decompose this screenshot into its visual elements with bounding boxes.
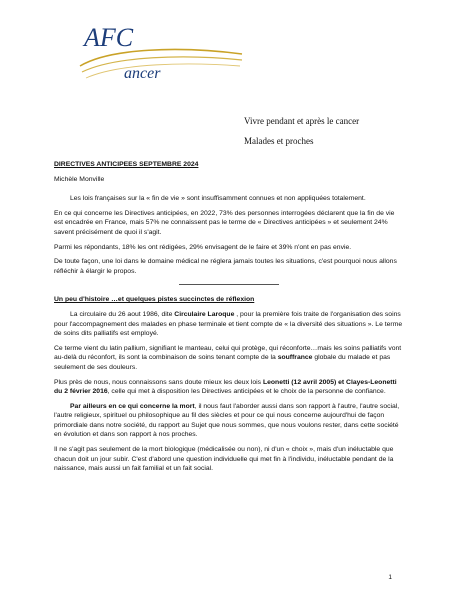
p7-text-c: , celle qui met à disposition les Directives anticipées et le choix de la personne de confiance. — [107, 388, 386, 396]
document-author: Michèle Monville — [54, 175, 105, 183]
p6-bold: souffrance — [277, 354, 313, 362]
logo-letters: AFC — [84, 23, 134, 52]
paragraph-5 — [54, 310, 404, 339]
paragraph-7 — [54, 378, 404, 397]
paragraph-6 — [54, 344, 404, 373]
p6-text-c: globale du malade et pas seulement de ses douleurs. — [54, 354, 391, 371]
separator-line — [179, 284, 279, 285]
p6-text-a: Ce terme vient du latin pallium, signifiant le manteau, celui qui protège, qui réconforte…mais les soins palliatifs vont au-delà du réconfort, ils sont la combinaison de soins tenant compte de la — [54, 344, 402, 362]
paragraph-3: Parmi les répondants, 18% les ont rédigées, 29% envisagent de le faire et 39% n'ont en pas envie. — [54, 243, 352, 251]
paragraph-4: De toute façon, une loi dans le domaine médical ne réglera jamais toutes les situations, c'est pourquoi nous allons réfléchir à élargir le propos. — [54, 258, 397, 275]
afc-logo — [70, 18, 250, 98]
paragraph-1: Les lois françaises sur la « fin de vie » sont insuffisamment connues et non appliquées totalement. — [70, 195, 366, 203]
p8-text: , il nous faut l'aborder aussi dans son rapport à l'autre, l'autre social, l'autre religieux, spirituel ou philosophique au fil des siècles et pour ce qui nous concerne aujourd'hui de façon primordiale dans notre société, du rapport au Sujet que nous sommes, que nous voulons rester, dans cette société en évolution et dans son rapport à nos proches. — [54, 402, 400, 439]
page-number: 1 — [388, 574, 392, 581]
paragraph-2: En ce qui concerne les Directives anticipées, en 2022, 73% des personnes interrogées déclarent que la fin de vie est encadrée en France, mais 57% ne connaissent pas le terme de « Directives anticipées » et seulement 24% savent précisément de quoi il s'agit. — [54, 209, 395, 236]
tagline-line1: Vivre pendant et après le cancer — [244, 116, 360, 126]
document-body — [54, 160, 404, 479]
logo-word: ancer — [124, 65, 161, 82]
paragraph-8 — [54, 402, 404, 440]
p8-bold: Par ailleurs en ce qui concerne la mort — [70, 402, 195, 410]
p5-text-c: , pour la première fois traite de l'organisation des soins pour l'accompagnement des malades en phase terminale et tient compte de « la diversité des situations ». Le terme de soins dits palliatifs est employé. — [54, 310, 403, 338]
tagline-line2: Malades et proches — [244, 136, 314, 146]
paragraph-9: Il ne s'agit pas seulement de la mort biologique (médicalisée ou non), ni d'un « choix », mais d'un inéluctable que chacun doit un jour subir. C'est d'abord une question individuelle qui met fin à l'individu, inéluctable pendant de la naissance, mais aussi un fait familial et un fait social. — [54, 446, 394, 473]
logo-graphic — [70, 18, 250, 98]
document-title: DIRECTIVES ANTICIPEES SEPTEMBRE 2024 — [54, 161, 199, 168]
p5-text-a: La circulaire du 26 aout 1986, dite — [70, 310, 175, 318]
p7-bold: Leonetti (12 avril 2005) et Clayes-Leonetti du 2 février 2016 — [54, 378, 397, 396]
section-heading: Un peu d'histoire …et quelques pistes succinctes de réflexion — [54, 296, 255, 304]
p5-bold: Circulaire Laroque — [174, 310, 235, 318]
p7-text-a: Plus près de nous, nous connaissons sans doute mieux les deux lois — [54, 378, 263, 386]
